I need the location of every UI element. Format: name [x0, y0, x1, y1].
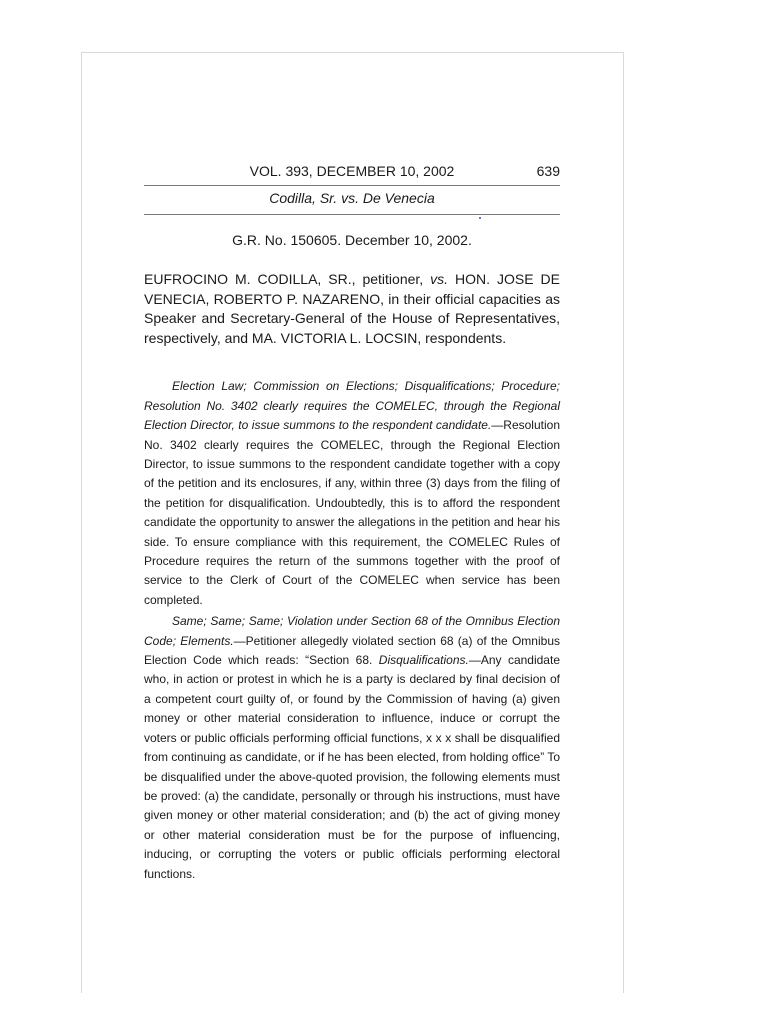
parties-petitioner: EUFROCINO M. CODILLA, SR., petitioner, — [144, 271, 431, 287]
page-content — [144, 161, 560, 884]
syllabus-1-body: —Resolution No. 3402 clearly requires the COMELEC, through the Regional Election Director, to issue summons to the respondent candidate together with a copy of the petition and its enclosures, if any, within three (3) days from the filing of the petition for disqualification. Undoubtedly, this is to afford the respondent candidate the opportunity to answer the allegations in the petition and hear his side. To ensure compliance with this requirement, the COMELEC Rules of Procedure requires the return of the summons together with the proof of service to the Clerk of Court of the COMELEC when service has been completed. — [144, 418, 560, 607]
header-rule-bottom-wrap — [144, 214, 560, 215]
syllabus-2-body-a: —Petitioner allegedly violated section 68 (a) of the Omnibus Election Code which reads: “Section 68. — [144, 633, 560, 668]
syllabus-2-body-b: —Any candidate who, in action or protest in which he is a party is declared by final decision of a competent court guilty of, or found by the Commission of having (a) given money or other material consideration to influence, induce or corrupt the voters or public officials performing official functions, x x x shall be disqualified from continuing as candidate, or if he has been elected, from holding office” To be disqualified under the above-quoted provision, the following elements must be proved: (a) the candidate, personally or through his instructions, must have given money or other material consideration; and (b) the act of giving money or other material consideration must be for the purpose of influencing, inducing, or corrupting the voters or public officials performing electoral functions. — [144, 653, 560, 881]
running-head — [144, 161, 560, 185]
syllabus-paragraph-2 — [144, 612, 560, 884]
gr-number: G.R. No. 150605. December 10, 2002. — [232, 232, 472, 248]
syllabus-1-headnote: Election Law; Commission on Elections; Disqualifications; Procedure; Resolution No. 3402 clearly requires the COMELEC, through the Regional Election Director, to issue summons to the respondent candidate. — [144, 379, 560, 433]
syllabus — [144, 377, 560, 884]
page-number: 639 — [536, 163, 560, 179]
case-parties — [144, 270, 560, 348]
document-page — [81, 52, 624, 993]
case-title: Codilla, Sr. vs. De Venecia — [269, 190, 435, 206]
syllabus-paragraph-1 — [144, 377, 560, 610]
volume-date: VOL. 393, DECEMBER 10, 2002 — [249, 163, 455, 179]
syllabus-2-italic-term: Disqualifications. — [378, 653, 469, 668]
parties-versus: vs. — [430, 271, 449, 287]
header-rule-bottom — [144, 214, 560, 215]
syllabus-2-headnote: Same; Same; Same; Violation under Section 68 of the Omnibus Election Code; Elements. — [144, 614, 560, 648]
parties-respondents: HON. JOSE DE VENECIA, ROBERTO P. NAZARENO, in their official capacities as Speaker and Secretary-General of the House of Representatives, respectively, and MA. VICTORIA L. LOCSIN, respondents. — [144, 271, 560, 346]
stray-dot — [479, 217, 481, 219]
